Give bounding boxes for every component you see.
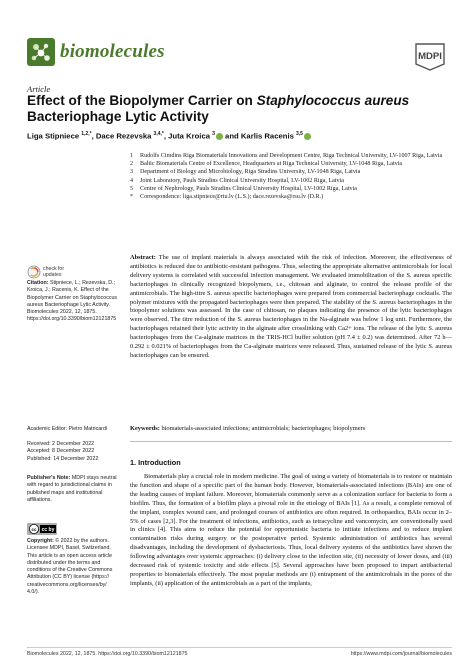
cc-by-license-icon[interactable] xyxy=(27,523,57,535)
citation: Citation: Stipniece, L.; Rezevska, D.; Kroica, J.; Racenis, K. Effect of the Biopolymer Carrier on Staphylococcus aureus Bacteriophage Lytic Activity. Biomolecules 2022, 12, 1875. https://doi.org/10.3390/biom12121875 xyxy=(27,280,118,323)
copyright: Copyright: © 2022 by the authors. Licensee MDPI, Basel, Switzerland. This article is an open access article distributed under the terms and conditions of the Creative Commons Attribution (CC BY) license (https:// creativecommons.org/licenses/by/ 4.0/). xyxy=(27,538,113,596)
journal-name: biomolecules xyxy=(60,41,165,62)
check-for-updates[interactable]: check for updates xyxy=(43,266,65,278)
author-list: Liga Stipniece $^{1,2,*}$, Dace Rezevska $^{3,4,*}$, Juta Kroica $^3$ and Karlis Racenis $^{3,5}$ xyxy=(27,131,457,141)
footer-citation[interactable]: Biomolecules 2022, 12, 1875. https://doi.org/10.3390/biom12121875 xyxy=(27,651,188,657)
correspondence: * Correspondence: liga.stipniece@rtu.lv (L.S.); dace.rezevska@rsu.lv (D.R.) xyxy=(130,194,324,201)
biomolecules-logo-icon xyxy=(27,38,55,66)
affiliation-item: 5 Centre of Nephrology, Pauls Stradins Clinical University Hospital, LV-1002 Riga, Latvia xyxy=(130,185,357,192)
article-type: Article xyxy=(27,84,51,94)
mdpi-logo-icon xyxy=(412,40,448,72)
section-text: Biomaterials play a crucial role in modern medicine. The goal of using a variety of biomaterials is to restore or maintain the function and shape of a specific part of the human body. However, biomaterials-associated infections (BAIs) are one of the leading causes of implant failure. Moreover, biomaterials commonly serve as a colonization surface for bacteria to form a biofilm. Thus, the formation of a biofilm plays a pivotal role in the etiology of BAIs [1]. As a result, a complete removal of the implant, complex wound care, and prolonged courses of antibiotics are often required. In orthopaedics, BAIs occur in 2–5% of cases [2,3]. For the treatment of infections, antibiotics, such as tetracycline and vancomycin, are conventionally used in clinics [4]. This aims to reduce the potential for opportunistic bacteria to initiate infections and to reduce implant contamination risks during surgery or the postoperative period. Systemic administration of antibiotics has several disadvantages, including the development of dysbacteriosis. Thus, local delivery systems of the antibiotics have shown the following advantages over systemic approaches: (i) delivery close to the infection site, (ii) necessity of lower doses, and (iii) decreased risk of systemic toxicity and side effects [5]. Several approaches have been proposed to impart antibacterial properties to biomaterials effectively. The most popular methods are (i) entrapment of the antimicrobials in the pores of the implants, (ii) application of the antimicrobials as a part of the implants, xyxy=(130,473,452,587)
keywords-text: biomaterials-associated infections; antimicrobials; bacteriophages; biopolymers xyxy=(161,425,366,432)
author-name: Liga Stipniece xyxy=(27,131,80,141)
divider xyxy=(130,441,452,442)
author-name: Juta Kroica xyxy=(168,131,210,141)
author-name: Dace Rezevska xyxy=(95,131,152,141)
accepted-date: Accepted: 8 December 2022 xyxy=(27,448,95,455)
orcid-icon[interactable] xyxy=(304,133,311,140)
abstract xyxy=(130,254,452,361)
affiliation-item: 3 Department of Biology and Microbiology, Riga Stradins University, LV-1048 Riga, Latvia xyxy=(130,169,361,176)
publisher-note: Publisher's Note: MDPI stays neutral with regard to jurisdictional claims in published maps and institutional affiliations. xyxy=(27,475,117,503)
orcid-icon[interactable] xyxy=(216,133,223,140)
affiliations xyxy=(130,152,455,201)
publication-dates xyxy=(27,441,119,463)
footer-journal-url[interactable]: https://www.mdpi.com/journal/biomolecules xyxy=(350,651,452,657)
affiliation-item: 4 Joint Laboratory, Pauls Stradins Clinical University Hospital, LV-1002 Riga, Latvia xyxy=(130,177,344,184)
author-name: Karlis Racenis xyxy=(240,131,294,141)
academic-editor: Academic Editor: Pietro Matricardi xyxy=(27,426,108,432)
abstract-text: The use of implant materials is always associated with the risk of infection. Moreover, the effectiveness of antibiotics is reduced due to antibiotic-resistant pathogens. Thus, selecting the appropriate alternative antimicrobials for local delivery systems is correlated with successful infection management. We evaluated immobilization of the S. aureus specific bacteriophages in clinically recognized biopolymers, i.e., chitosan and alginate, to control the release profile of the antimicrobials. The high-titre S. aureus specific bacteriophages were prepared from commercial bacteriophage cocktails. The polymer mixtures with the propagated bacteriophages were then prepared. The stability of the S. aureus bacteriophages in the biopolymer solutions was assessed. In the case of chitosan, no plaques indicating the presence of the lytic bacteriophages were observed. The titre reduction of the S. aureus bacteriophages in the Na-alginate was below 1 log unit. Furthermore, the bacteriophages retained their lytic activity in the alginate after crosslinking with Ca2+ ions. The release of the lytic S. aureus bacteriophages from the Ca-alginate matrices in the TRIS-HCl buffer solution (pH 7.4 ± 0.2) was determined. After 72 h—0.292 ± 0.021% of bacteriophages from the Ca-alginate matrices were released. Thus, sustained release of the lytic S. aureus bacteriophages can be ensured. xyxy=(130,254,453,359)
keywords xyxy=(130,425,452,434)
published-date: Published: 14 December 2022 xyxy=(27,455,99,462)
keywords-label: Keywords: xyxy=(130,425,160,432)
footer-divider xyxy=(27,647,452,648)
svg-text:cc: cc xyxy=(31,527,37,532)
abstract-label: Abstract: xyxy=(130,254,156,261)
received-date: Received: 2 December 2022 xyxy=(27,441,95,447)
svg-text:cc by: cc by xyxy=(41,527,55,533)
publisher-name: MDPI xyxy=(418,51,442,62)
article-title: Effect of the Biopolymer Carrier on Staphylococcus aureus Bacteriophage Lytic Activity xyxy=(27,93,410,124)
affiliation-item: 1 Rudolfs Cimdins Riga Biomaterials Innovations and Development Centre, Riga Technical University, LV-1007 Riga, Latvia xyxy=(130,153,443,159)
section-heading: 1. Introduction xyxy=(130,458,181,467)
affiliation-item: 2 Baltic Biomaterials Centre of Excellence, Headquarters at Riga Technical University, LV-1048 Riga, Latvia xyxy=(130,161,403,168)
